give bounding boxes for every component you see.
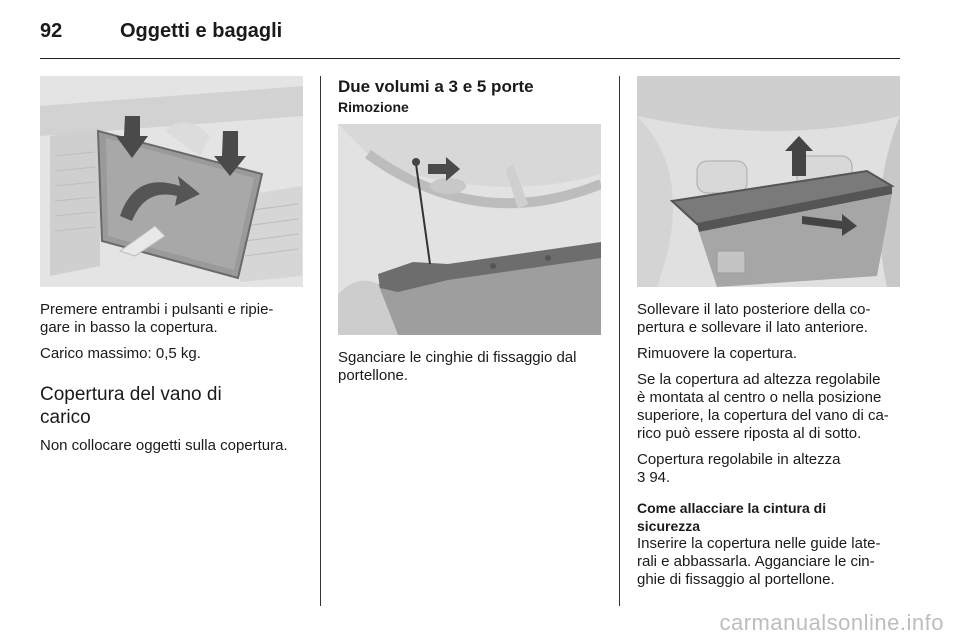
illustration-cover-fold (40, 76, 303, 287)
instruction-line: Inserire la copertura nelle guide late- (637, 535, 881, 552)
subheading-line: Come allacciare la cintura di (637, 500, 827, 516)
adjustable-cover-text: Copertura regolabile in altezza (637, 451, 841, 468)
cover-fold-illustration (40, 76, 303, 287)
paragraph-line: superiore, la copertura del vano di ca- (637, 407, 889, 424)
illustration-cover-lift (637, 76, 900, 287)
paragraph-line: Se la copertura ad altezza regolabile (637, 371, 881, 388)
reference-page: 94. (649, 469, 671, 486)
page-reference[interactable] (637, 469, 900, 487)
header-divider (40, 58, 900, 59)
max-load-text: Carico massimo: 0,5 kg. (40, 345, 201, 362)
watermark: carmanualsonline.info (719, 610, 944, 635)
section-text: Non collocare oggetti sulla copertura. (40, 437, 288, 454)
caption-line: Premere entrambi i pulsanti e ripie- (40, 301, 274, 318)
page-title: Oggetti e bagagli (120, 20, 283, 42)
subheading-line: sicurezza (637, 518, 701, 534)
paragraph-line: rico può essere riposta al di sotto. (637, 425, 862, 442)
caption-line: gare in basso la copertura. (40, 319, 218, 336)
subheading: Rimozione (338, 99, 409, 115)
caption-line: Sollevare il lato posteriore della co- (637, 301, 871, 318)
column-2 (338, 76, 601, 385)
reference-arrow-icon: 3 (637, 469, 646, 486)
cover-lift-illustration (637, 76, 900, 287)
remove-text: Rimuovere la copertura. (637, 345, 798, 362)
tailgate-strap-illustration (338, 124, 601, 335)
caption-line: pertura e sollevare il lato anteriore. (637, 319, 868, 336)
illustration-tailgate-straps (338, 124, 601, 335)
column-1 (40, 76, 303, 455)
page-header (40, 16, 900, 60)
paragraph-line: è montata al centro o nella posizione (637, 389, 882, 406)
caption-line: portellone. (338, 367, 409, 384)
caption-line: Sganciare le cinghie di fissaggio dal (338, 349, 577, 366)
column-3 (637, 76, 900, 589)
section-title-line: Copertura del vano di (40, 384, 222, 405)
page-number: 92 (40, 20, 63, 42)
column-divider-2 (619, 76, 620, 606)
instruction-line: ghie di fissaggio al portellone. (637, 571, 835, 588)
column-divider-1 (320, 76, 321, 606)
instruction-line: rali e abbassarla. Agganciare le cin- (637, 553, 875, 570)
section-title-line: carico (40, 407, 91, 428)
section-title: Due volumi a 3 e 5 porte (338, 77, 534, 96)
